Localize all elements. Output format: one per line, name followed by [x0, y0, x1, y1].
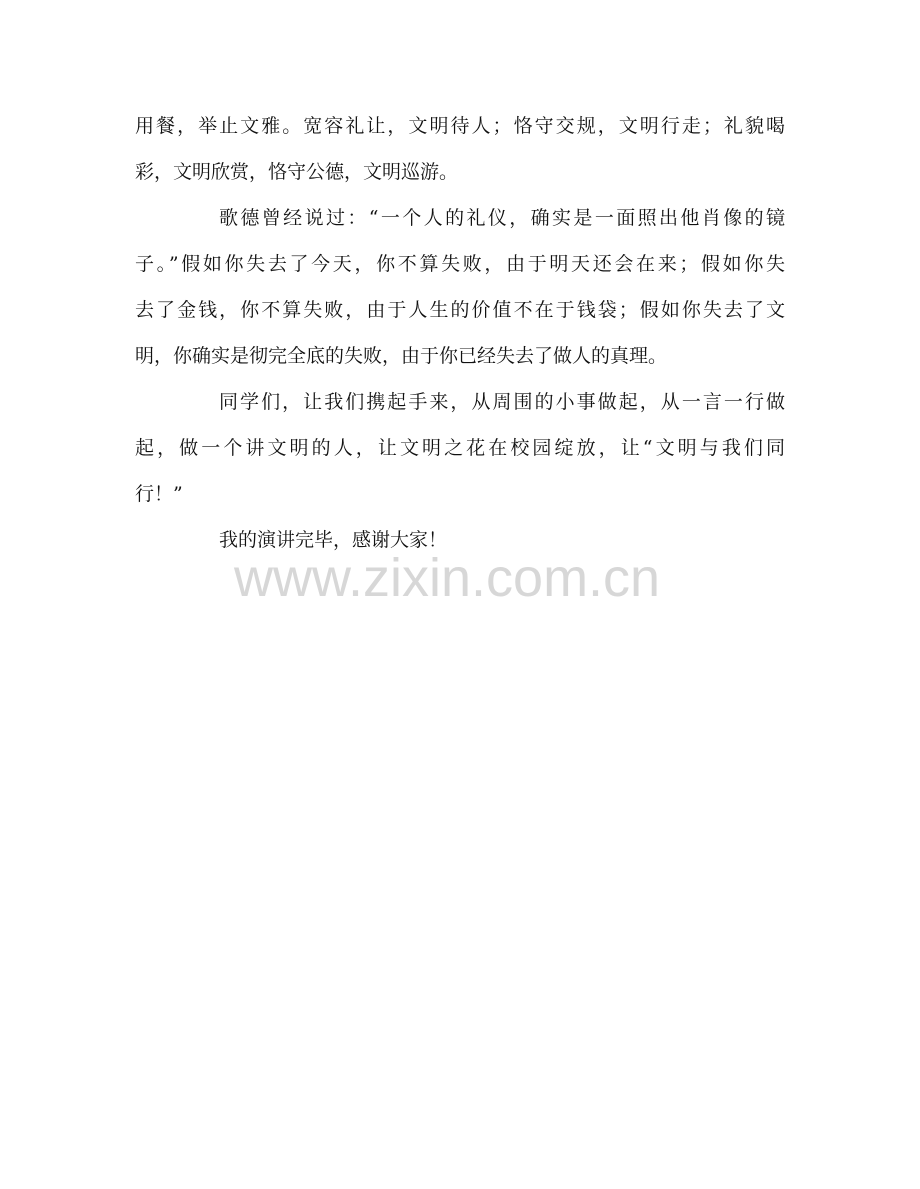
speech-body	[135, 114, 785, 574]
paragraph-3-line-1: 同学们，让我们携起手来，从周围的小事做起，从一言一行做	[219, 391, 785, 413]
paragraph-2-line-4: 明，你确实是彻完全底的失败，由于你已经失去了做人的真理。	[135, 345, 668, 367]
paragraph-3-line-2: 起，做一个讲文明的人，让文明之花在校园绽放，让“文明与我们同	[135, 437, 785, 459]
closing-line: 我的演讲完毕，感谢大家！	[219, 529, 448, 551]
watermark: www.zixin.com.cn	[234, 548, 661, 608]
paragraph-1-line-1: 用餐，举止文雅。宽容礼让，文明待人；恪守交规，文明行走；礼貌喝	[135, 115, 785, 137]
paragraph-1-line-2: 彩，文明欣赏，恪守公德，文明巡游。	[135, 161, 459, 183]
paragraph-2-line-1: 歌德曾经说过：“一个人的礼仪，确实是一面照出他肖像的镜	[219, 207, 785, 229]
paragraph-3-line-3: 行！”	[135, 483, 183, 505]
paragraph-2-line-3: 去了金钱，你不算失败，由于人生的价值不在于钱袋；假如你失去了文	[135, 299, 785, 321]
paragraph-2-line-2: 子。”假如你失去了今天，你不算失败，由于明天还会在来；假如你失	[135, 253, 785, 275]
